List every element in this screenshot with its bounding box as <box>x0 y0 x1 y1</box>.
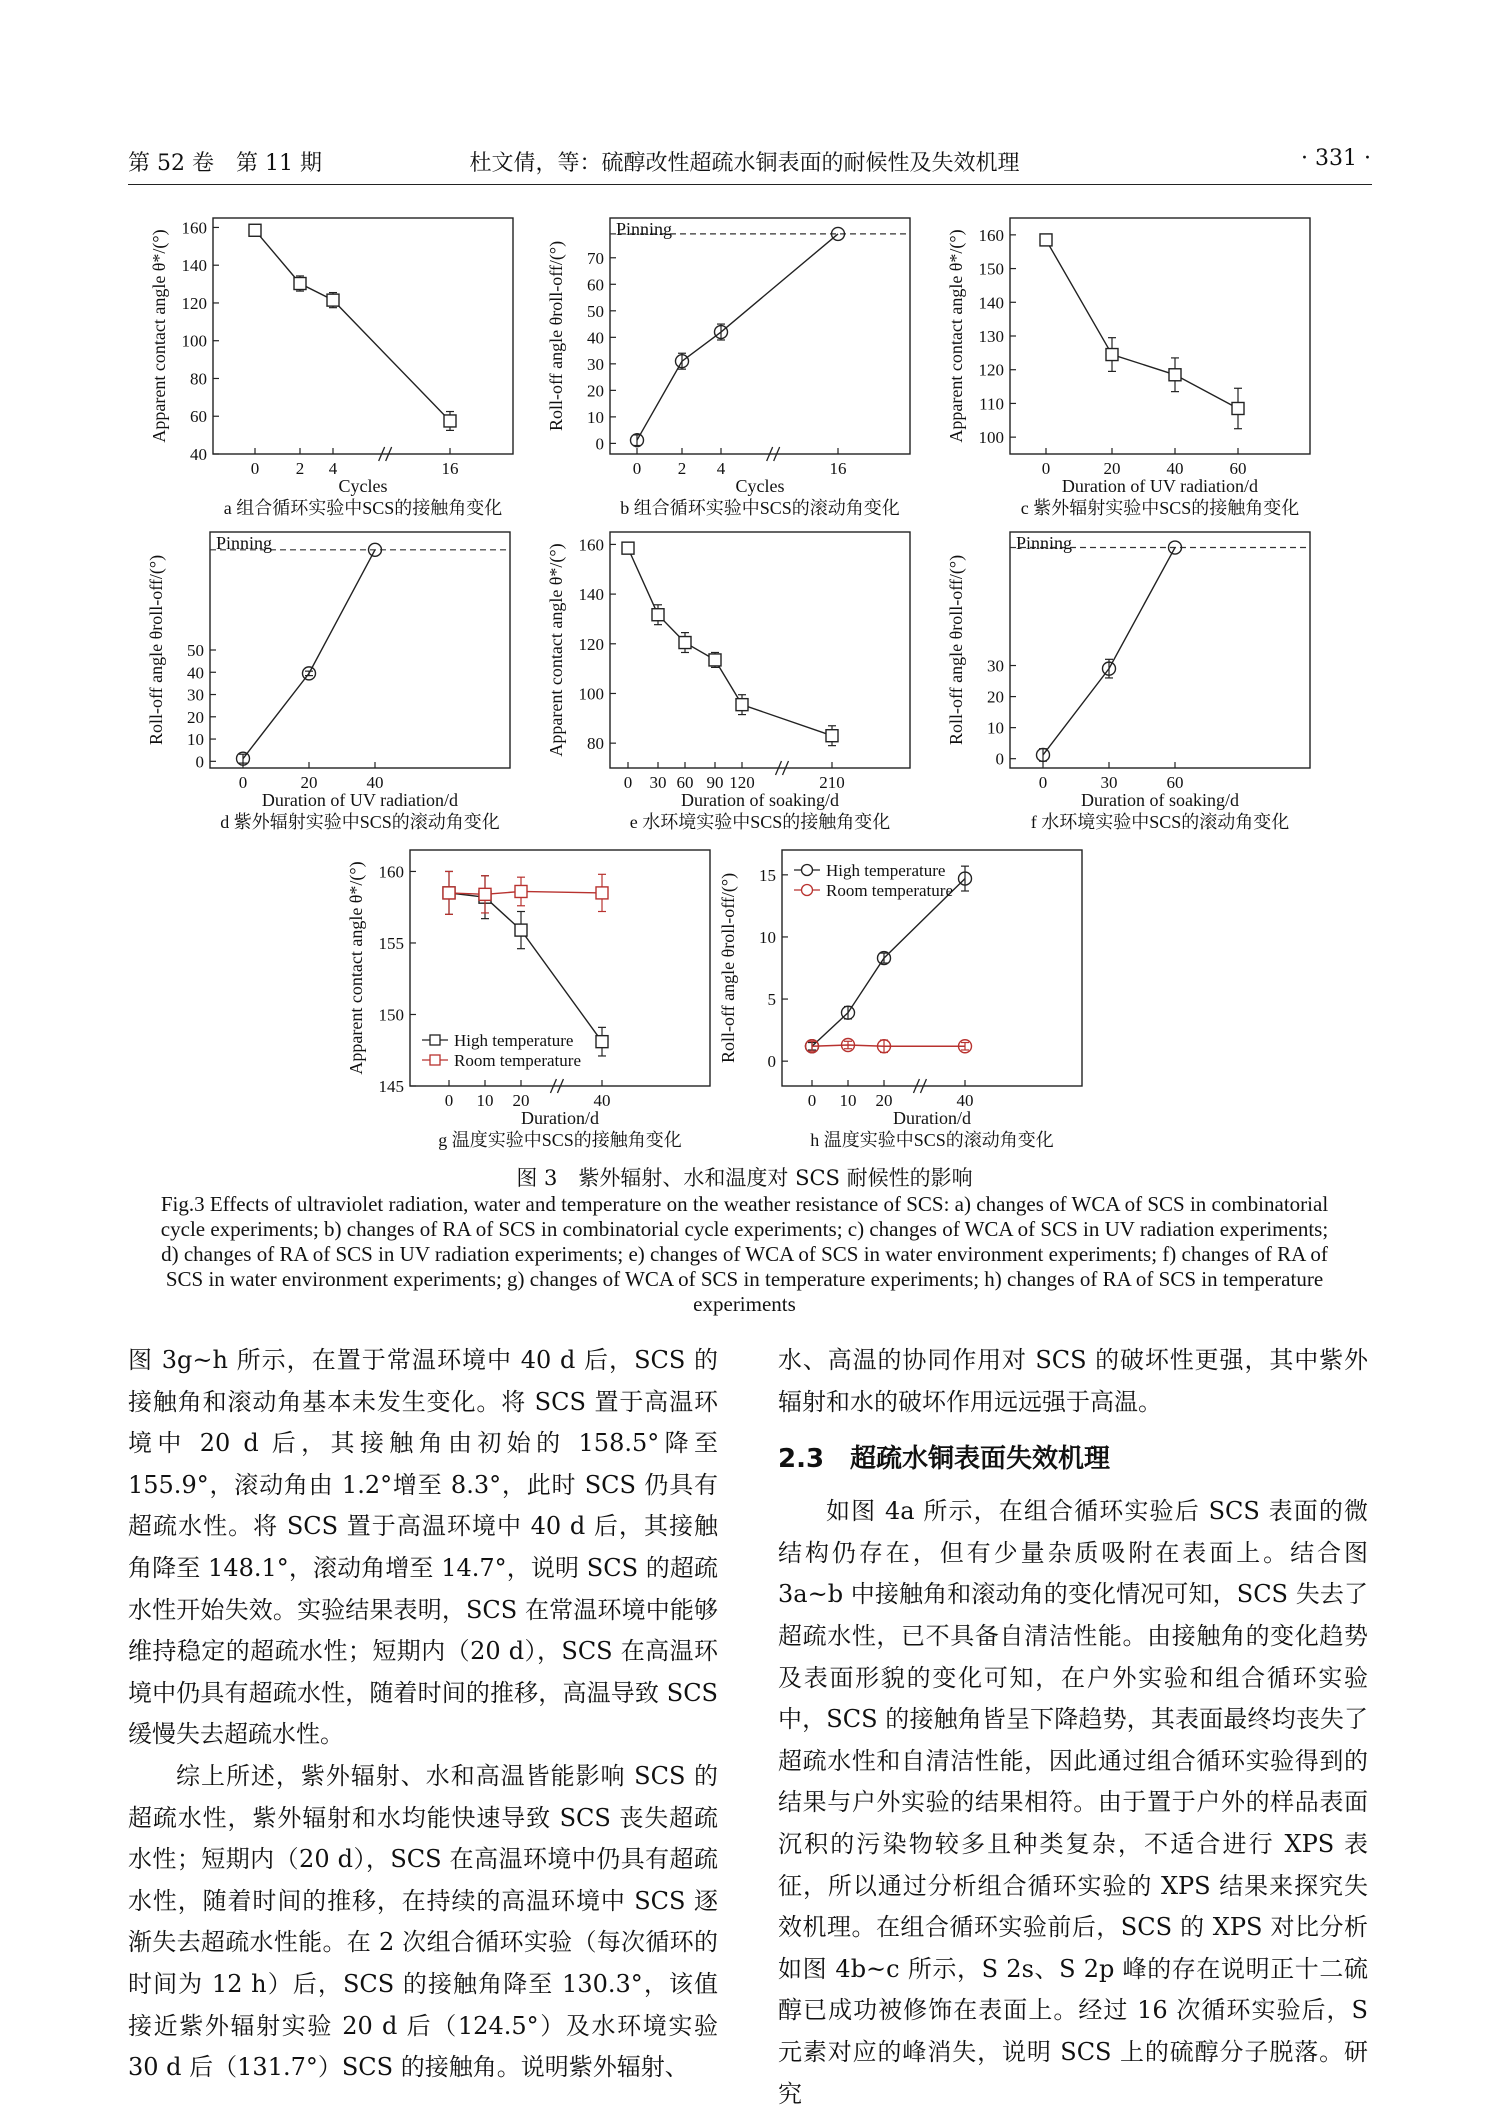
y-tick-label: 80 <box>190 369 207 389</box>
legend-label: High temperature <box>826 861 946 880</box>
data-point <box>444 415 456 427</box>
data-point <box>652 609 664 621</box>
series-line <box>449 893 602 1042</box>
x-tick-label: 16 <box>829 459 847 478</box>
x-tick-label: 60 <box>1229 459 1247 478</box>
plot-frame <box>210 532 510 768</box>
y-tick-label: 20 <box>987 687 1004 707</box>
legend-label: Room temperature <box>826 881 953 900</box>
paragraph: 水、高温的协同作用对 SCS 的破坏性更强，其中紫外辐射和水的破坏作用远远强于高温。 <box>778 1346 1368 1416</box>
plot-frame <box>213 218 513 454</box>
data-point <box>479 888 491 900</box>
y-tick-label: 40 <box>190 445 207 464</box>
plot-frame <box>610 532 910 768</box>
x-tick-label: 10 <box>476 1091 494 1110</box>
x-tick-label: 120 <box>729 773 755 792</box>
header-title: 杜文倩，等：硫醇改性超疏水铜表面的耐候性及失效机理 <box>469 151 1020 176</box>
x-tick-label: 40 <box>593 1091 611 1110</box>
y-axis-title: Roll-off angle θroll-off/(°) <box>946 554 966 746</box>
pinning-label: Pinning <box>216 533 273 553</box>
series-line <box>637 234 838 440</box>
chart-caption: e 水环境实验中SCS的接触角变化 <box>629 812 891 832</box>
y-tick-label: 100 <box>578 684 604 704</box>
data-point <box>515 924 527 936</box>
data-point <box>826 730 838 742</box>
legend-marker <box>802 885 813 896</box>
y-tick-label: 100 <box>978 428 1004 448</box>
y-tick-label: 130 <box>978 327 1004 346</box>
x-tick-label: 0 <box>632 459 642 478</box>
chart-a <box>149 218 513 518</box>
y-tick-label: 40 <box>187 663 204 683</box>
series-line <box>628 548 832 736</box>
x-tick-label: 0 <box>1038 773 1048 792</box>
y-axis-title: Roll-off angle θroll-off/(°) <box>546 240 566 432</box>
data-point <box>249 224 261 236</box>
x-tick-label: 4 <box>716 459 726 478</box>
x-tick-label: 40 <box>1166 459 1184 478</box>
x-tick-label: 0 <box>250 459 260 478</box>
y-tick-label: 150 <box>378 1005 404 1025</box>
y-tick-label: 10 <box>187 730 204 750</box>
data-point <box>596 1036 608 1048</box>
chart-caption: h 温度实验中SCS的滚动角变化 <box>810 1130 1054 1150</box>
data-point <box>1040 234 1052 246</box>
chart-caption: g 温度实验中SCS的接触角变化 <box>438 1130 682 1150</box>
x-tick-label: 30 <box>649 773 667 792</box>
y-tick-label: 30 <box>187 685 204 705</box>
y-tick-label: 50 <box>587 301 604 321</box>
x-tick-label: 2 <box>677 459 687 478</box>
y-tick-label: 40 <box>587 328 604 348</box>
x-tick-label: 60 <box>1166 773 1184 792</box>
y-tick-label: 100 <box>181 331 207 351</box>
y-tick-label: 120 <box>181 293 207 313</box>
header-volume: 第 52 卷 第 11 期 <box>128 151 322 176</box>
data-point <box>1169 369 1181 381</box>
x-tick-label: 10 <box>839 1091 857 1110</box>
chart-caption: f 水环境实验中SCS的滚动角变化 <box>1030 812 1290 832</box>
x-tick-label: 20 <box>1103 459 1121 478</box>
y-axis-title: Roll-off angle θroll-off/(°) <box>146 554 166 746</box>
x-tick-label: 0 <box>807 1091 817 1110</box>
x-tick-label: 0 <box>623 773 633 792</box>
series-line <box>255 230 450 421</box>
y-tick-label: 10 <box>587 407 604 427</box>
y-axis-title: Apparent contact angle θ*/(°) <box>346 861 366 1075</box>
y-axis-title: Apparent contact angle θ*/(°) <box>546 543 566 757</box>
y-tick-label: 140 <box>578 585 604 605</box>
chart-c <box>946 218 1310 518</box>
x-tick-label: 0 <box>444 1091 454 1110</box>
y-tick-label: 140 <box>181 256 207 276</box>
x-tick-label: 60 <box>676 773 694 792</box>
x-tick-label: 16 <box>441 459 459 478</box>
x-axis-title: Duration of UV radiation/d <box>1061 476 1259 496</box>
legend-marker <box>430 1035 440 1045</box>
x-axis-title: Duration of soaking/d <box>681 790 839 810</box>
chart-caption: b 组合循环实验中SCS的滚动角变化 <box>620 498 900 518</box>
body-left-column <box>128 1340 718 2089</box>
y-tick-label: 0 <box>767 1052 776 1072</box>
x-tick-label: 30 <box>1100 773 1118 792</box>
legend-marker <box>802 865 813 876</box>
x-axis-title: Cycles <box>338 476 388 496</box>
data-point <box>327 294 339 306</box>
y-tick-label: 155 <box>378 933 404 953</box>
x-tick-label: 20 <box>300 773 318 792</box>
chart-caption: d 紫外辐射实验中SCS的滚动角变化 <box>220 812 500 832</box>
body-right-column <box>778 1340 1368 2115</box>
data-point <box>294 278 306 290</box>
paragraph: 综上所述，紫外辐射、水和高温皆能影响 SCS 的超疏水性，紫外辐射和水均能快速导致 SCS 丧失超疏水性；短期内（20 d），SCS 在高温环境中仍具有超疏水性，随着时间的推移，在持续的高温环境中 SCS 逐渐失去超疏水性能。在 2 次组合循环实验（每次循环的时间为 12 h）后，SCS 的接触角降至 130.3°，该值接近紫外辐射实验 20 d 后（124.5°）及水环境实验 30 d 后（131.7°）SCS 的接触角。说明紫外辐射、 <box>128 1761 718 2082</box>
series-line <box>812 1045 965 1046</box>
x-axis-title: Duration of UV radiation/d <box>261 790 459 810</box>
data-point <box>709 654 721 666</box>
x-axis-title: Duration/d <box>521 1108 599 1128</box>
x-tick-label: 90 <box>706 773 724 792</box>
y-tick-label: 160 <box>181 218 207 238</box>
y-tick-label: 0 <box>995 749 1004 769</box>
x-tick-label: 210 <box>819 773 845 792</box>
chart-e <box>546 532 910 832</box>
data-point <box>596 887 608 899</box>
y-tick-label: 15 <box>759 865 776 885</box>
y-tick-label: 120 <box>978 360 1004 380</box>
y-tick-label: 160 <box>578 535 604 555</box>
y-tick-label: 160 <box>978 225 1004 245</box>
y-tick-label: 60 <box>587 275 604 295</box>
x-tick-label: 2 <box>295 459 305 478</box>
y-tick-label: 145 <box>378 1077 404 1096</box>
y-tick-label: 70 <box>587 248 604 268</box>
series-line <box>1046 240 1238 409</box>
plot-frame <box>1010 218 1310 454</box>
x-tick-label: 40 <box>366 773 384 792</box>
chart-b <box>546 218 910 518</box>
y-tick-label: 120 <box>578 634 604 654</box>
y-tick-label: 50 <box>187 641 204 660</box>
data-point <box>515 885 527 897</box>
y-tick-label: 110 <box>979 394 1004 414</box>
paragraph: 如图 4a 所示，在组合循环实验后 SCS 表面的微结构仍存在，但有少量杂质吸附在表面上。结合图 3a~b 中接触角和滚动角的变化情况可知，SCS 失去了超疏水性，已不具备自清洁性能。由接触角的变化趋势及表面形貌的变化可知，在户外实验和组合循环实验中，SCS 的接触角皆呈下降趋势，其表面最终均丧失了超疏水性和自清洁性能，因此通过组合循环实验得到的结果与户外实验的结果相符。由于置于户外的样品表面沉积的污染物较多且种类复杂，不适合进行 XPS 表征，所以通过分析组合循环实验的 XPS 结果来探究失效机理。在组合循环实验前后，SCS 的 XPS 对比分析如图 4b~c 所示，S 2s、S 2p 峰的存在说明正十二硫醇已成功被修饰在表面上。经过 16 次循环实验后，S 元素对应的峰消失，说明 SCS 上的硫醇分子脱落。研究 <box>778 1497 1368 2108</box>
y-axis-title: Apparent contact angle θ*/(°) <box>149 229 169 443</box>
y-tick-label: 0 <box>595 434 604 454</box>
x-tick-label: 40 <box>956 1091 974 1110</box>
x-axis-title: Cycles <box>735 476 785 496</box>
x-tick-label: 4 <box>328 459 338 478</box>
y-tick-label: 10 <box>987 718 1004 738</box>
y-tick-label: 0 <box>195 752 204 772</box>
legend-marker <box>430 1055 440 1065</box>
chart-caption: a 组合循环实验中SCS的接触角变化 <box>223 498 503 518</box>
chart-g <box>346 850 710 1150</box>
header-page-number: · 331 · <box>1301 146 1371 171</box>
series-line <box>243 550 375 759</box>
x-axis-title: Duration/d <box>893 1108 971 1128</box>
chart-h <box>718 850 1082 1150</box>
figure-caption-en: Fig.3 Effects of ultraviolet radiation, water and temperature on the weather resistance of SCS: a) changes of WCA of SCS in combinatorial cycle experiments; b) changes of RA of SCS in combinatorial cycle experiments; c) changes of WCA of SCS in UV radiation experiments; d) changes of RA of SCS in UV radiation experiments; e) changes of WCA of SCS in water environment experiments; f) changes of RA of SCS in water environment experiments; g) changes of WCA of SCS in temperature experiments; h) changes of RA of SCS in temperature experiments <box>160 1192 1329 1316</box>
chart-caption: c 紫外辐射实验中SCS的接触角变化 <box>1020 498 1300 518</box>
y-tick-label: 80 <box>587 734 604 754</box>
legend-label: Room temperature <box>454 1051 581 1070</box>
y-tick-label: 20 <box>587 381 604 401</box>
legend-label: High temperature <box>454 1031 574 1050</box>
x-tick-label: 20 <box>512 1091 530 1110</box>
plot-frame <box>610 218 910 454</box>
y-tick-label: 10 <box>759 927 776 947</box>
y-tick-label: 20 <box>187 707 204 727</box>
y-tick-label: 30 <box>587 354 604 374</box>
data-point <box>679 637 691 649</box>
x-axis-title: Duration of soaking/d <box>1081 790 1239 810</box>
paragraph: 图 3g~h 所示，在置于常温环境中 40 d 后，SCS 的接触角和滚动角基本未发生变化。将 SCS 置于高温环境中 20 d 后，其接触角由初始的 158.5°降至 155.9°，滚动角由 1.2°增至 8.3°，此时 SCS 仍具有超疏水性。将 SCS 置于高温环境中 40 d 后，其接触角降至 148.1°，滚动角增至 14.7°，说明 SCS 的超疏水性开始失效。实验结果表明，SCS 在常温环境中能够维持稳定的超疏水性；短期内（20 d），SCS 在高温环境中仍具有超疏水性，随着时间的推移，高温导致 SCS 缓慢失去超疏水性。 <box>128 1346 718 1749</box>
chart-d <box>146 532 510 832</box>
figure-caption-zh: 图 3 紫外辐射、水和温度对 SCS 耐候性的影响 <box>516 1166 973 1190</box>
y-tick-label: 30 <box>987 656 1004 676</box>
data-point <box>443 887 455 899</box>
y-tick-label: 150 <box>978 259 1004 279</box>
x-tick-label: 0 <box>238 773 248 792</box>
y-tick-label: 5 <box>767 990 776 1010</box>
plot-frame <box>1010 532 1310 768</box>
series-line <box>1043 548 1175 755</box>
pinning-label: Pinning <box>616 219 673 239</box>
y-tick-label: 160 <box>378 862 404 882</box>
data-point <box>1106 349 1118 361</box>
pinning-label: Pinning <box>1016 533 1073 553</box>
y-tick-label: 60 <box>190 407 207 427</box>
chart-f <box>946 532 1310 832</box>
data-point <box>1232 402 1244 414</box>
y-axis-title: Roll-off angle θroll-off/(°) <box>718 872 738 1064</box>
y-axis-title: Apparent contact angle θ*/(°) <box>946 229 966 443</box>
y-tick-label: 140 <box>978 293 1004 313</box>
data-point <box>736 699 748 711</box>
x-tick-label: 0 <box>1041 459 1051 478</box>
section-heading: 2.3 超疏水铜表面失效机理 <box>778 1444 1111 1475</box>
x-tick-label: 20 <box>875 1091 893 1110</box>
data-point <box>622 542 634 554</box>
